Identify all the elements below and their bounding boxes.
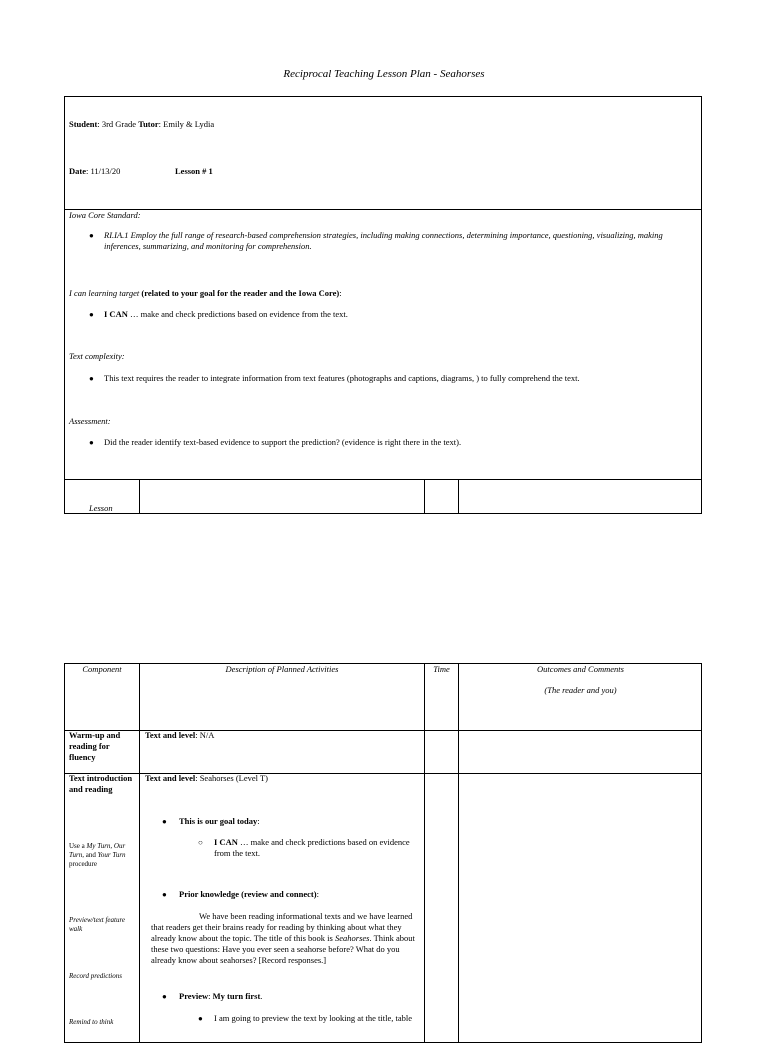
bullet-icon: ● [162,992,167,1001]
header-outcomes: Outcomes and Comments [537,664,624,674]
circle-bullet-icon: ○ [198,838,203,847]
divider [458,479,459,513]
warmup-component: Warm-up and reading for fluency [69,730,121,762]
bullet-icon: ● [89,438,94,447]
intro-text-value: : Seahorses (Level T) [195,773,268,783]
divider [424,664,425,1042]
intro-description [145,773,268,784]
target-bullet-text: … make and check predictions based on evidence from the text. [127,309,348,319]
warmup-description [145,730,214,741]
standard-text: RI.IA.1 Employ the full range of research-based comprehension strategies, including making connections, determining importance, questioning, visualizing, making inferences, summarizing, and monitoring for comprehension. [104,230,663,251]
date-value: : 11/13/20 [86,166,121,176]
complexity-text: This text requires the reader to integrate information from text features (photographs and captions, diagrams, ) to fully comprehend the text. [104,373,580,383]
divider [424,479,425,513]
date-label: Date [69,166,86,176]
complexity-heading: Text complexity: [69,351,125,361]
lesson-label: Lesson [89,503,113,513]
assessment-heading: Assessment: [69,416,111,426]
tutor-label: Tutor [138,119,159,129]
warmup-text-value: : N/A [195,730,215,740]
intro-component: Text introduction and reading [69,773,133,794]
bullet-icon: ● [162,890,167,899]
warmup-text-label: Text and level [145,730,196,740]
intro-note-predictions: Record predictions [69,972,122,980]
target-heading-end: : [339,288,342,298]
target-bullet-bold: I CAN [104,309,128,319]
student-label: Student [69,119,98,129]
divider [139,664,140,1042]
bullet-icon: ● [162,817,167,826]
header-description: Description of Planned Activities [225,664,339,674]
header-time: Time [433,664,450,674]
assessment-text: Did the reader identify text-based evidence to support the prediction? (evidence is right there in the text). [104,437,462,447]
bullet-icon: ● [89,231,94,240]
header-outcomes-sub: (The reader and you) [544,685,617,695]
document-title: Reciprocal Teaching Lesson Plan - Seahorses [283,68,485,80]
lesson-number: Lesson # 1 [175,166,213,176]
intro-note-remind: Remind to think [69,1018,114,1026]
divider [458,664,459,1042]
prior-heading: Prior knowledge (review and connect): [179,889,319,899]
divider [65,479,701,480]
intro-text-label: Text and level [145,773,196,783]
bullet-icon: ● [89,310,94,319]
standard-heading: Iowa Core Standard: [69,210,141,220]
lesson-info-box [64,96,702,514]
date-line [69,166,120,177]
target-heading [69,288,342,299]
preview-heading: Preview: My turn first. [179,991,263,1001]
target-bullet [104,309,348,320]
intro-note-preview: Preview/text feature walk [69,916,126,933]
header-component: Component [82,664,122,674]
prior-text: We have been reading informational texts and we have learned that readers get their brains ready for reading by thinking about what they already know about the topic. The title of this book is Seahorses. Think about these two questions: Have you ever seen a seahorse before? What do you already know about seahorses? [Record responses.] [151,911,415,965]
intro-note-procedure: Use a My Turn, Our Turn, and Your Turn procedure [69,842,126,868]
bullet-icon: ● [198,1014,203,1023]
preview-text: I am going to preview the text by looking at the title, table [214,1013,413,1023]
student-line [69,119,214,130]
tutor-value: : Emily & Lydia [158,119,215,129]
target-heading-bold: (related to your goal for the reader and the Iowa Core) [139,288,340,298]
divider [139,479,140,513]
bullet-icon: ● [89,374,94,383]
student-value: : 3rd Grade [97,119,139,129]
goal-ican: I CAN … make and check predictions based on evidence from the text. [214,837,410,858]
target-heading-italic: I can learning target [69,288,140,298]
goal-line: This is our goal today: [179,816,260,826]
lesson-table [64,663,702,1043]
divider [65,209,701,210]
